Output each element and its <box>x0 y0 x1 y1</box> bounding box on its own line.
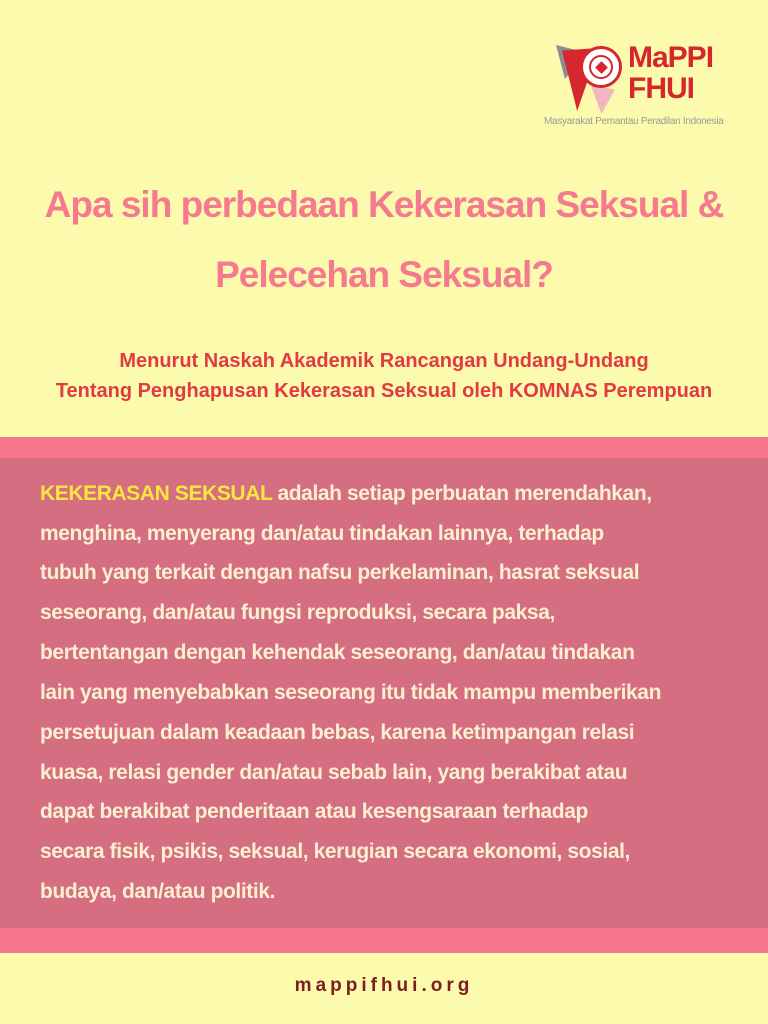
definition-line: seseorang, dan/atau fungsi reproduksi, secara paksa, <box>40 601 555 625</box>
poster-title-line2: Pelecehan Seksual? <box>215 254 553 295</box>
top-section <box>0 0 768 437</box>
definition-line: menghina, menyerang dan/atau tindakan lainnya, terhadap <box>40 521 604 545</box>
mappi-fhui-logo <box>544 40 727 135</box>
bottom-divider-bar <box>0 928 768 953</box>
definition-panel <box>0 458 768 928</box>
logo-pink-triangle-icon <box>589 86 615 114</box>
definition-line: bertentangan dengan kehendak seseorang, dan/atau tindakan <box>40 641 635 665</box>
seal-core <box>595 61 608 74</box>
definition-line: persetujuan dalam keadaan bebas, karena ketimpangan relasi <box>40 720 635 744</box>
poster-subtitle-line1: Menurut Naskah Akademik Rancangan Undang-Undang <box>119 350 649 372</box>
poster-subtitle <box>0 346 768 406</box>
poster-subtitle-line2: Tentang Penghapusan Kekerasan Seksual oleh KOMNAS Perempuan <box>55 380 713 402</box>
definition-line-text: adalah setiap perbuatan merendahkan, <box>277 481 652 505</box>
definition-line: secara fisik, psikis, seksual, kerugian secara ekonomi, sosial, <box>40 840 630 864</box>
definition-line: kuasa, relasi gender dan/atau sebab lain, yang berakibat atau <box>40 760 628 784</box>
definition-line <box>40 482 750 506</box>
seal-ring <box>589 55 613 79</box>
footer-section <box>0 953 768 1024</box>
university-seal-icon <box>580 46 622 88</box>
top-divider-bar <box>0 437 768 458</box>
logo-name-line1: MaPPI <box>628 41 714 74</box>
definition-line: dapat berakibat penderitaan atau kesengsaraan terhadap <box>40 800 588 824</box>
definition-term: KEKERASAN SEKSUAL <box>40 481 273 505</box>
logo-name-line2: FHUI <box>628 72 694 105</box>
poster-title <box>0 170 768 310</box>
definition-line: tubuh yang terkait dengan nafsu perkelaminan, hasrat seksual <box>40 561 640 585</box>
logo-wordmark <box>628 42 713 104</box>
logo-tagline: Masyarakat Pemantau Peradilan Indonesia <box>544 116 724 127</box>
poster-title-line1: Apa sih perbedaan Kekerasan Seksual & <box>44 184 724 225</box>
definition-line: budaya, dan/atau politik. <box>40 880 276 904</box>
definition-line: lain yang menyebabkan seseorang itu tidak mampu memberikan <box>40 680 662 704</box>
website-url: mappifhui.org <box>294 975 474 996</box>
